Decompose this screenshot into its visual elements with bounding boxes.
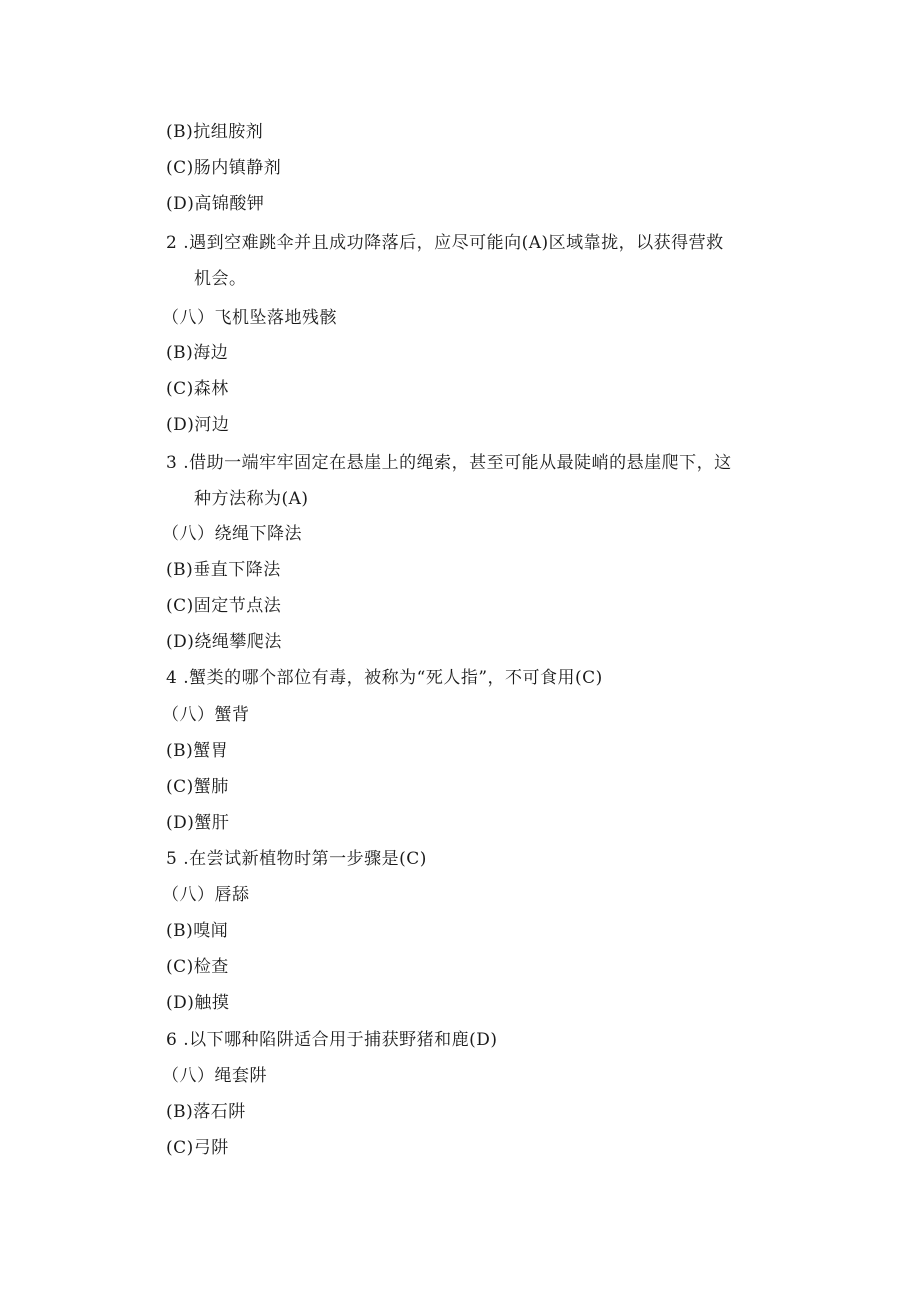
question-4-option-d: (D)蟹肝 [166,813,230,833]
question-4-option-b: (B)蟹胃 [166,741,229,761]
question-4-option-c: (C)蟹肺 [166,777,229,797]
question-5-option-c: (C)检查 [166,957,229,977]
question-6-option-c: (C)弓阱 [166,1138,229,1158]
question-2-option-b: (B)海边 [166,343,229,363]
question-6-option-b: (B)落石阱 [166,1102,246,1122]
question-5-option-a: （八）唇舔 [162,885,250,905]
question-5-option-b: (B)嗅闻 [166,921,229,941]
question-3-text: 3 .借助一端牢牢固定在悬崖上的绳索，甚至可能从最陡峭的悬崖爬下，这 [166,453,732,473]
question-2-option-c: (C)森林 [166,379,229,399]
question-3-option-a: （八）绕绳下降法 [162,524,302,544]
question-2-option-a: （八）飞机坠落地残骸 [162,308,337,328]
option-d-line: (D)高锦酸钾 [166,194,265,214]
option-b-line: (B)抗组胺剂 [166,122,264,142]
question-3-option-d: (D)绕绳攀爬法 [166,632,282,652]
question-6-option-a: （八）绳套阱 [162,1066,267,1086]
question-2-option-d: (D)河边 [166,415,230,435]
question-2-text: 2 .遇到空难跳伞并且成功降落后，应尽可能向(A)区域靠拢，以获得营救 [166,233,724,253]
question-4-option-a: （八）蟹背 [162,705,250,725]
question-3-continuation: 种方法称为(A) [194,489,309,509]
question-3-option-b: (B)垂直下降法 [166,560,281,580]
question-5-text: 5 .在尝试新植物时第一步骤是(C) [166,849,427,869]
option-c-line: (C)肠内镇静剂 [166,158,282,178]
question-3-option-c: (C)固定节点法 [166,596,282,616]
question-6-text: 6 .以下哪种陷阱适合用于捕获野猪和鹿(D) [166,1030,498,1050]
question-5-option-d: (D)触摸 [166,993,230,1013]
question-2-continuation: 机会。 [194,269,247,289]
question-4-text: 4 .蟹类的哪个部位有毒，被称为“死人指”，不可食用(C) [166,668,603,688]
